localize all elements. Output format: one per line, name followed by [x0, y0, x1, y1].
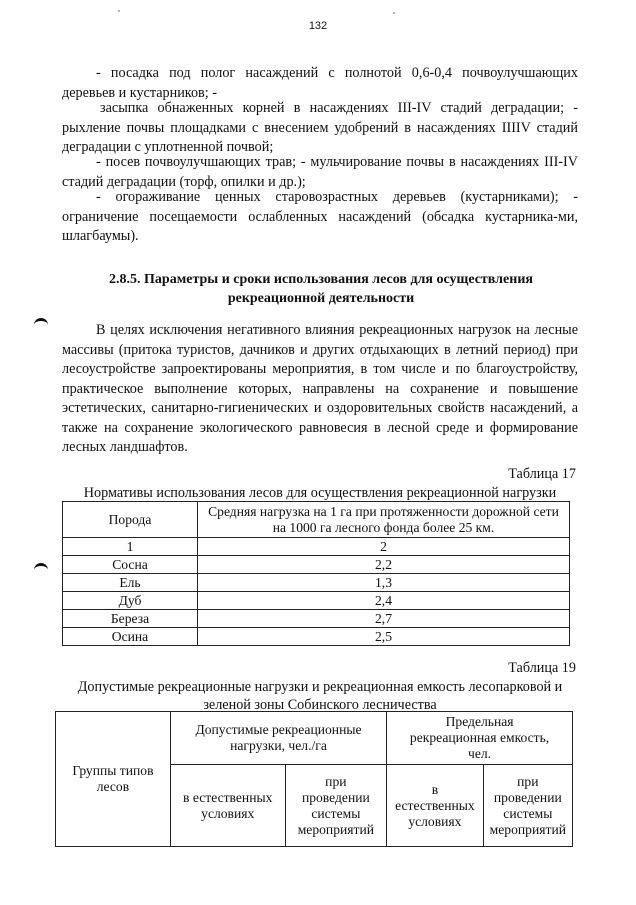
load-cell: 2,5 — [198, 628, 570, 646]
table17-header-species: Порода — [63, 502, 198, 538]
intro-paragraph-3: - посев почвоулучшающих трав; - мульчирование почвы в насаждениях III-IV стадий деградации (торф, опилки и др.); — [62, 154, 578, 190]
table19-number: Таблица 19 — [508, 660, 576, 676]
table19-caption: Допустимые рекреационные нагрузки и рекреационная емкость лесопарковой и зеленой зоны Собинского лесничества — [77, 679, 563, 713]
page-number: 132 — [308, 20, 328, 32]
scan-speck — [118, 10, 120, 12]
load-cell: 1,3 — [198, 574, 570, 592]
table19-sub-natural-capacity: в естественных условиях — [387, 765, 484, 847]
table-row — [63, 610, 570, 628]
species-cell: Ель — [63, 574, 198, 592]
table17-number: Таблица 17 — [508, 466, 576, 482]
table19-header-capacity: Предельная рекреационная емкость, чел. — [387, 712, 573, 765]
table19-sub-natural: в естественных условиях — [170, 765, 285, 847]
table17-index-cell: 2 — [198, 538, 570, 556]
table-row — [63, 556, 570, 574]
load-cell: 2,4 — [198, 592, 570, 610]
table19-sub-measures-capacity: при проведении системы мероприятий — [483, 765, 572, 847]
load-cell: 2,7 — [198, 610, 570, 628]
scan-mark — [34, 318, 48, 327]
load-cell: 2,2 — [198, 556, 570, 574]
table19 — [55, 711, 573, 847]
table-row — [63, 574, 570, 592]
scan-mark — [34, 563, 48, 572]
table19-header-group: Группы типов лесов — [56, 712, 171, 847]
table-row — [63, 628, 570, 646]
table17-index-cell: 1 — [63, 538, 198, 556]
table17-caption: Нормативы использования лесов для осуществления рекреационной нагрузки — [83, 485, 557, 501]
section-body: В целях исключения негативного влияния рекреационных нагрузок на лесные массивы (притока туристов, дачников и других отдыхающих в летний период) при лесоустройстве запроектированы мероприятия, в том числе и по благоустройству, практическое выполнение которых, направлены на сохранение и повышение эстетических, санитарно-гигиенических и оздоровительных свойств насаждений, а также на сохранение экологического равновесия в лесной среде и формирование лесных ландшафтов. — [62, 322, 578, 455]
species-cell: Дуб — [63, 592, 198, 610]
table17-header-load: Средняя нагрузка на 1 га при протяженности дорожной сети на 1000 га лесного фонда более 25 км. — [198, 502, 570, 538]
intro-paragraph-1: - посадка под полог насаждений с полнотой 0,6-0,4 почвоулучшающих деревьев и кустарников; - — [62, 65, 578, 101]
table19-sub-measures: при проведении системы мероприятий — [285, 765, 387, 847]
table-row — [63, 592, 570, 610]
species-cell: Осина — [63, 628, 198, 646]
section-heading: 2.8.5. Параметры и сроки использования лесов для осуществления рекреационной деятельности — [109, 272, 533, 306]
intro-paragraph-4: - огораживание ценных старовозрастных деревьев (кустарниками); - ограничение посещаемости ослабленных насаждений (обсадка кустарника-ми, шлагбаумы). — [62, 189, 578, 244]
scan-speck — [393, 12, 395, 14]
table17 — [62, 501, 570, 646]
intro-paragraph-2: засыпка обнаженных корней в насаждениях III-IV стадий деградации; - рыхление почвы площадками с внесением удобрений в насаждениях IIIIV стадий деградации с уплотненной почвой; — [62, 100, 578, 155]
species-cell: Сосна — [63, 556, 198, 574]
species-cell: Береза — [63, 610, 198, 628]
table19-header-allowed: Допустимые рекреационные нагрузки, чел./га — [170, 712, 386, 765]
